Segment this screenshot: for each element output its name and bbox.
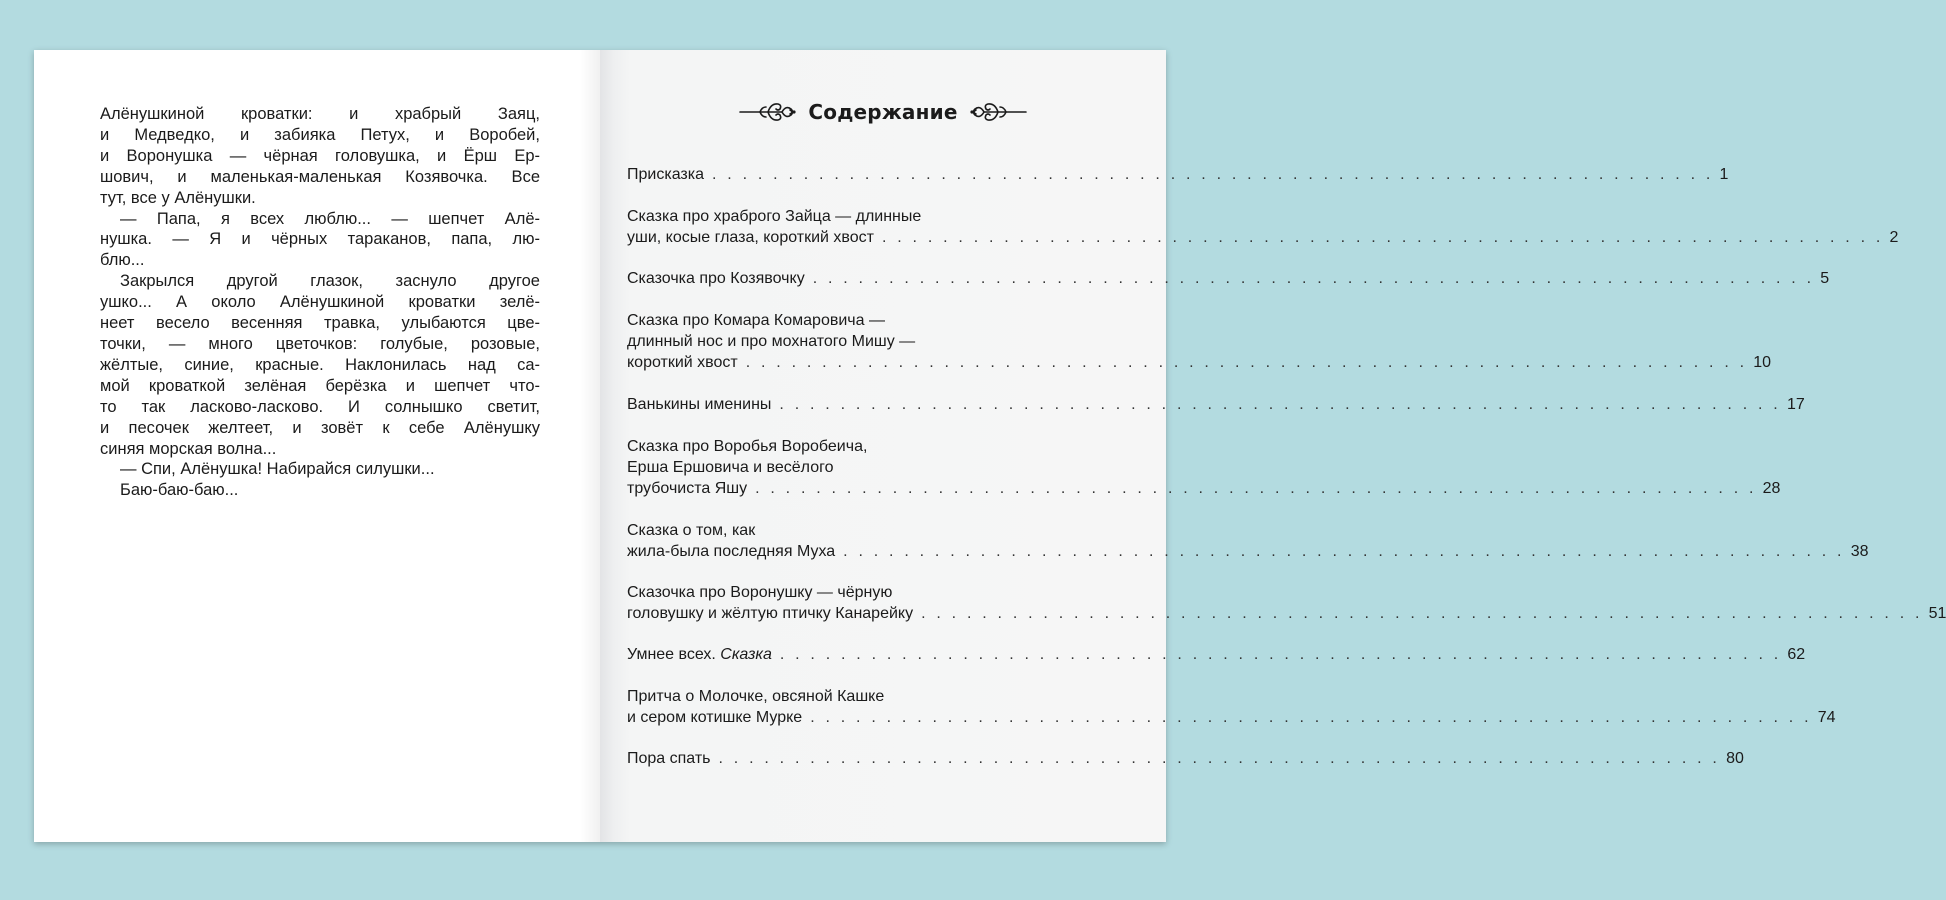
toc-entry-title-text: уши, косые глаза, короткий хвост [627,228,874,246]
toc-header [600,94,1166,130]
toc-page-number: 2 [1889,228,1899,246]
toc-entry-line: длинный нос и про мохнатого Мишу — [627,332,916,350]
toc-entry-line: Сказка про Воробья Воробеича, [627,438,868,455]
toc-page-number: 38 [1850,542,1869,560]
toc-entry-line: Ерша Ершовича и весёлого [627,458,834,476]
toc-leader-dots: . . . . . . . . . . . . . . . . . . . . . . . . . . . . . . . . . . . . . . . . . . . . . . . . . . . . . . . . . . . . . . . . . . [812,270,1815,287]
toc-entry-line [627,228,1899,249]
toc-entry-title [627,604,913,625]
story-line: и Медведко, и забияка Петух, и Воробей, [100,125,540,144]
toc-entry[interactable] [627,749,1744,770]
toc-page-number: 1 [1719,166,1729,183]
toc-leader-dots: . . . . . . . . . . . . . . . . . . . . . . . . . . . . . . . . . . . . . . . . . . . . . . . . . . . . . . . . . . . . . . . . . . [712,166,1714,183]
toc-entry[interactable] [627,311,1772,374]
story-line: Баю-баю-баю... [120,481,239,500]
toc-entry-line: Сказка про Комара Комаровича — [627,312,885,329]
toc-entry-title [627,165,704,186]
toc-entry[interactable] [627,165,1729,186]
story-line: шович, и маленькая-маленькая Козявочка. Все [100,167,540,186]
story-line: синяя морская волна... [100,439,277,458]
toc-entry-title [627,708,802,729]
toc-entry-title [627,479,747,500]
toc-entry[interactable] [627,207,1899,249]
toc-entry[interactable] [627,521,1869,563]
toc-entry-line [627,542,1869,563]
toc-leader-dots: . . . . . . . . . . . . . . . . . . . . . . . . . . . . . . . . . . . . . . . . . . . . . . . . . . . . . . . . . . . . . . . . . . [745,353,1748,371]
toc-page-number: 5 [1820,270,1830,287]
story-line: Алёнушкиной кроватки: и храбрый Заяц, [100,105,540,123]
toc-entry-title-text: Ванькины именины [627,396,772,413]
toc-page-number: 51 [1928,604,1946,622]
story-line: — Спи, Алёнушка! Набирайся силушки... [120,460,435,479]
toc-title: Содержание [808,100,958,124]
toc-entry-line: Сказка о том, как [627,522,756,539]
toc-entry-line [627,604,1946,625]
toc-entry[interactable] [627,645,1806,666]
toc-leader-dots: . . . . . . . . . . . . . . . . . . . . . . . . . . . . . . . . . . . . . . . . . . . . . . . . . . . . . . . . . . . . . . . . . . [755,479,1757,497]
toc-entry-title [627,395,771,416]
toc-entry[interactable] [627,687,1836,729]
toc-entry-line [627,165,1729,186]
toc-entry[interactable] [627,269,1830,290]
toc-entry[interactable] [627,437,1781,500]
toc-page-number: 10 [1753,353,1772,371]
story-line: блю... [100,251,145,270]
story-line: и песочек желтеет, и зовёт к себе Алёнушку [100,418,540,437]
toc-entry-line [627,395,1805,416]
toc-entry-title-text: жила-была последняя Муха [627,542,836,560]
toc-leader-dots: . . . . . . . . . . . . . . . . . . . . . . . . . . . . . . . . . . . . . . . . . . . . . . . . . . . . . . . . . . . . . . . . . . [810,708,1812,726]
toc-entry[interactable] [627,395,1805,416]
toc-entry-title [627,228,874,249]
toc-leader-dots: . . . . . . . . . . . . . . . . . . . . . . . . . . . . . . . . . . . . . . . . . . . . . . . . . . . . . . . . . . . . . . . . . . [921,604,1923,622]
story-line: нушка. — Я и чёрных тараканов, папа, лю- [100,230,540,249]
toc-entry-title-text: головушку и жёлтую птичку Канарейку [627,604,914,622]
story-line: тут, все у Алёнушки. [100,188,256,207]
toc-entry-title [627,749,711,770]
toc-page-number: 80 [1726,750,1744,767]
toc-leader-dots: . . . . . . . . . . . . . . . . . . . . . . . . . . . . . . . . . . . . . . . . . . . . . . . . . . . . . . . . . . . . . . . . . . [843,542,1845,560]
story-line: — Папа, я всех люблю... — шепчет Алё- [120,209,540,228]
toc-entry-line [627,645,1806,666]
toc-entry-title [627,542,835,563]
ornament-left-icon [738,97,796,127]
toc-leader-dots: . . . . . . . . . . . . . . . . . . . . . . . . . . . . . . . . . . . . . . . . . . . . . . . . . . . . . . . . . . . . . . . . . . [718,750,1721,767]
story-line: ушко... А около Алёнушкиной кроватки зелё- [100,293,540,312]
toc-entry-title [627,269,805,290]
toc-entry-title-text: трубочиста Яшу [627,479,748,497]
toc-leader-dots: . . . . . . . . . . . . . . . . . . . . . . . . . . . . . . . . . . . . . . . . . . . . . . . . . . . . . . . . . . . . . . . . . . [881,228,1884,246]
toc-entry-title-text: Пора спать [627,750,711,767]
story-line: и Воронушка — чёрная головушка, и Ёрш Ер- [100,146,540,165]
toc-entry-title-text: Умнее всех. [627,646,716,663]
toc-entry-line: Притча о Молочке, овсяной Кашке [627,688,885,705]
story-line: неет весело весенняя травка, улыбаются цве- [100,314,540,333]
story-line: мой кроваткой зелёная берёзка и шепчет что- [100,376,540,395]
toc-entry-line [627,353,1772,374]
story-line: жёлтые, синие, красные. Наклонилась над са- [100,355,540,374]
toc-entry-title [627,353,738,374]
toc-page-number: 62 [1787,646,1806,663]
toc-entry[interactable] [627,583,1946,625]
toc-leader-dots: . . . . . . . . . . . . . . . . . . . . . . . . . . . . . . . . . . . . . . . . . . . . . . . . . . . . . . . . . . . . . . . . . . [779,396,1781,413]
toc-entry-line: Сказка про храброго Зайца — длинные [627,208,922,225]
toc-entry-title-text: и сером котишке Мурке [627,708,803,726]
toc-entry-line: Сказочка про Воронушку — чёрную [627,584,893,601]
toc-entry-genre: Сказка [720,646,772,663]
toc-leader-dots: . . . . . . . . . . . . . . . . . . . . . . . . . . . . . . . . . . . . . . . . . . . . . . . . . . . . . . . . . . . . . . . . . . [779,646,1782,663]
toc-page-number: 17 [1786,396,1805,413]
toc-entry-title-text: короткий хвост [627,353,738,371]
toc-entry-line [627,269,1830,290]
toc-entry-line [627,749,1744,770]
toc-page-number: 74 [1817,708,1836,726]
toc-entry-title [627,645,772,666]
story-line: то так ласково-ласково. И солнышко светит, [100,397,540,416]
toc-entry-title-text: Присказка [627,166,704,183]
gutter-shadow [580,50,600,842]
toc-entry-line [627,708,1836,729]
story-line: Закрылся другой глазок, заснуло другое [120,272,540,291]
story-line: точки, — много цветочков: голубые, розовые, [100,334,540,353]
story-text [100,104,540,501]
toc-entry-line [627,479,1781,500]
toc-entry-title-text: Сказочка про Козявочку [627,270,805,287]
toc-page-number: 28 [1762,479,1781,497]
left-page [34,50,600,842]
ornament-right-icon [970,97,1028,127]
